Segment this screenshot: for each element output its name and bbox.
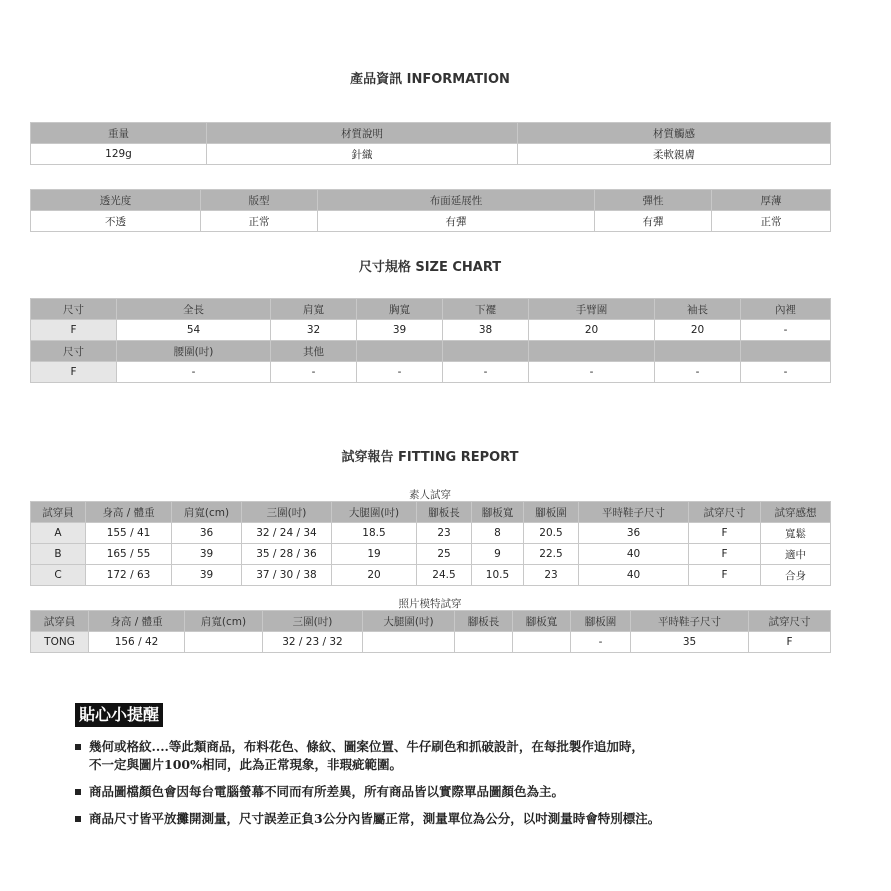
fit-header: 平時鞋子尺寸 bbox=[579, 502, 689, 523]
fit-cell: 寬鬆 bbox=[761, 523, 831, 544]
model-cell: - bbox=[571, 632, 631, 653]
fit-cell: F bbox=[689, 523, 761, 544]
fit-header: 試穿感想 bbox=[761, 502, 831, 523]
model-caption: 照片模特試穿 bbox=[398, 598, 462, 610]
model-header: 肩寬(cm) bbox=[185, 611, 263, 632]
size-header: 手臂圍 bbox=[529, 299, 655, 320]
size-value: 54 bbox=[117, 320, 271, 341]
size-header bbox=[529, 341, 655, 362]
fit-header: 試穿尺寸 bbox=[689, 502, 761, 523]
fit-cell: 155 / 41 bbox=[86, 523, 172, 544]
fit-cell: 36 bbox=[579, 523, 689, 544]
bullet-icon bbox=[75, 816, 81, 822]
notice-text: 不一定與圖片100%相同，此為正常現象，非瑕疵範圍。 bbox=[89, 757, 402, 772]
size-header bbox=[443, 341, 529, 362]
header-weight: 重量 bbox=[31, 123, 207, 144]
size-value: 39 bbox=[357, 320, 443, 341]
size-header: 肩寬 bbox=[271, 299, 357, 320]
bullet-icon bbox=[75, 744, 81, 750]
model-cell: F bbox=[749, 632, 831, 653]
fit-cell: 39 bbox=[172, 544, 242, 565]
notice-text: 商品圖檔顏色會因每台電腦螢幕不同而有所差異，所有商品皆以實際單品圖顏色為主。 bbox=[89, 784, 565, 799]
table-row bbox=[31, 544, 831, 565]
list-item bbox=[75, 756, 835, 774]
fit-header: 試穿員 bbox=[31, 502, 86, 523]
value-elasticity: 有彈 bbox=[595, 211, 712, 232]
fit-cell: 20.5 bbox=[524, 523, 579, 544]
fitting-report-title: 試穿報告 FITTING REPORT bbox=[341, 450, 519, 465]
notice-title: 貼心小提醒 bbox=[75, 703, 163, 727]
fit-cell: B bbox=[31, 544, 86, 565]
fit-header: 肩寬(cm) bbox=[172, 502, 242, 523]
amateur-fitting-table bbox=[30, 501, 831, 586]
size-header bbox=[655, 341, 741, 362]
notice-text: 商品尺寸皆平放攤開測量，尺寸誤差正負3公分內皆屬正常，測量單位為公分，以吋測量時會特別標注。 bbox=[89, 811, 661, 826]
size-header: 腰圍(吋) bbox=[117, 341, 271, 362]
value-thickness: 正常 bbox=[712, 211, 831, 232]
model-cell bbox=[513, 632, 571, 653]
size-header bbox=[741, 341, 831, 362]
fit-header: 大腿圍(吋) bbox=[332, 502, 417, 523]
info-table-2 bbox=[30, 189, 831, 232]
size-value: 20 bbox=[529, 320, 655, 341]
model-header: 身高 / 體重 bbox=[89, 611, 185, 632]
fit-cell: 36 bbox=[172, 523, 242, 544]
fit-header: 腳板寬 bbox=[472, 502, 524, 523]
size-value: - bbox=[117, 362, 271, 383]
model-cell: 32 / 23 / 32 bbox=[263, 632, 363, 653]
value-fit: 正常 bbox=[201, 211, 318, 232]
fit-header: 腳板圍 bbox=[524, 502, 579, 523]
size-value: F bbox=[31, 320, 117, 341]
fit-cell: 32 / 24 / 34 bbox=[242, 523, 332, 544]
information-title: 產品資訊 INFORMATION bbox=[350, 72, 510, 87]
list-item bbox=[75, 783, 835, 801]
size-header bbox=[357, 341, 443, 362]
fit-cell: 10.5 bbox=[472, 565, 524, 586]
fit-cell: 24.5 bbox=[417, 565, 472, 586]
size-value: F bbox=[31, 362, 117, 383]
size-value: 32 bbox=[271, 320, 357, 341]
model-cell: 156 / 42 bbox=[89, 632, 185, 653]
size-header: 袖長 bbox=[655, 299, 741, 320]
size-value: - bbox=[271, 362, 357, 383]
table-row bbox=[31, 523, 831, 544]
model-header: 平時鞋子尺寸 bbox=[631, 611, 749, 632]
size-header: 尺寸 bbox=[31, 341, 117, 362]
model-header: 腳板寬 bbox=[513, 611, 571, 632]
amateur-caption: 素人試穿 bbox=[409, 489, 451, 501]
fit-cell: 40 bbox=[579, 565, 689, 586]
fit-cell: 適中 bbox=[761, 544, 831, 565]
notice-list bbox=[75, 738, 835, 837]
model-header: 腳板長 bbox=[455, 611, 513, 632]
size-header: 內裡 bbox=[741, 299, 831, 320]
notice-text: 幾何或格紋....等此類商品，布料花色、條紋、圖案位置、牛仔刷色和抓破設計，在每批製作追加時， bbox=[89, 739, 644, 754]
fit-cell: 25 bbox=[417, 544, 472, 565]
fit-cell: 8 bbox=[472, 523, 524, 544]
list-item bbox=[75, 810, 835, 828]
fit-cell: 20 bbox=[332, 565, 417, 586]
fit-cell: A bbox=[31, 523, 86, 544]
fit-cell: 18.5 bbox=[332, 523, 417, 544]
model-header: 三圍(吋) bbox=[263, 611, 363, 632]
header-opacity: 透光度 bbox=[31, 190, 201, 211]
header-thickness: 厚薄 bbox=[712, 190, 831, 211]
info-table-1 bbox=[30, 122, 831, 165]
model-cell: 35 bbox=[631, 632, 749, 653]
size-value: 20 bbox=[655, 320, 741, 341]
header-elasticity: 彈性 bbox=[595, 190, 712, 211]
fit-header: 身高 / 體重 bbox=[86, 502, 172, 523]
fit-cell: 22.5 bbox=[524, 544, 579, 565]
model-header: 試穿員 bbox=[31, 611, 89, 632]
value-opacity: 不透 bbox=[31, 211, 201, 232]
size-value: - bbox=[655, 362, 741, 383]
header-fit: 版型 bbox=[201, 190, 318, 211]
header-stretch: 布面延展性 bbox=[318, 190, 595, 211]
header-texture: 材質觸感 bbox=[518, 123, 831, 144]
fit-cell: 40 bbox=[579, 544, 689, 565]
model-cell bbox=[455, 632, 513, 653]
model-fitting-table bbox=[30, 610, 831, 653]
fit-cell: 39 bbox=[172, 565, 242, 586]
header-material: 材質說明 bbox=[207, 123, 518, 144]
fit-cell: 172 / 63 bbox=[86, 565, 172, 586]
value-texture: 柔軟親膚 bbox=[518, 144, 831, 165]
fit-header: 腳板長 bbox=[417, 502, 472, 523]
size-chart-title: 尺寸規格 SIZE CHART bbox=[358, 260, 502, 275]
model-header: 試穿尺寸 bbox=[749, 611, 831, 632]
bullet-icon bbox=[75, 789, 81, 795]
size-value: - bbox=[443, 362, 529, 383]
table-row bbox=[31, 565, 831, 586]
size-value: - bbox=[741, 362, 831, 383]
fit-cell: 23 bbox=[417, 523, 472, 544]
size-header: 胸寬 bbox=[357, 299, 443, 320]
size-value: - bbox=[529, 362, 655, 383]
size-chart-table bbox=[30, 298, 831, 383]
fit-cell: 23 bbox=[524, 565, 579, 586]
model-cell: TONG bbox=[31, 632, 89, 653]
value-material: 針織 bbox=[207, 144, 518, 165]
fit-cell: F bbox=[689, 544, 761, 565]
fit-cell: 19 bbox=[332, 544, 417, 565]
size-header: 尺寸 bbox=[31, 299, 117, 320]
table-row bbox=[31, 632, 831, 653]
fit-header: 三圍(吋) bbox=[242, 502, 332, 523]
model-header: 大腿圍(吋) bbox=[363, 611, 455, 632]
size-value: - bbox=[741, 320, 831, 341]
list-item bbox=[75, 738, 835, 756]
value-stretch: 有彈 bbox=[318, 211, 595, 232]
fit-cell: 9 bbox=[472, 544, 524, 565]
model-cell bbox=[363, 632, 455, 653]
value-weight: 129g bbox=[31, 144, 207, 165]
fit-cell: 35 / 28 / 36 bbox=[242, 544, 332, 565]
size-header: 下襬 bbox=[443, 299, 529, 320]
model-header: 腳板圍 bbox=[571, 611, 631, 632]
size-header: 其他 bbox=[271, 341, 357, 362]
fit-cell: 合身 bbox=[761, 565, 831, 586]
fit-cell: 37 / 30 / 38 bbox=[242, 565, 332, 586]
fit-cell: F bbox=[689, 565, 761, 586]
model-cell bbox=[185, 632, 263, 653]
fit-cell: C bbox=[31, 565, 86, 586]
size-header: 全長 bbox=[117, 299, 271, 320]
size-value: - bbox=[357, 362, 443, 383]
fit-cell: 165 / 55 bbox=[86, 544, 172, 565]
size-value: 38 bbox=[443, 320, 529, 341]
